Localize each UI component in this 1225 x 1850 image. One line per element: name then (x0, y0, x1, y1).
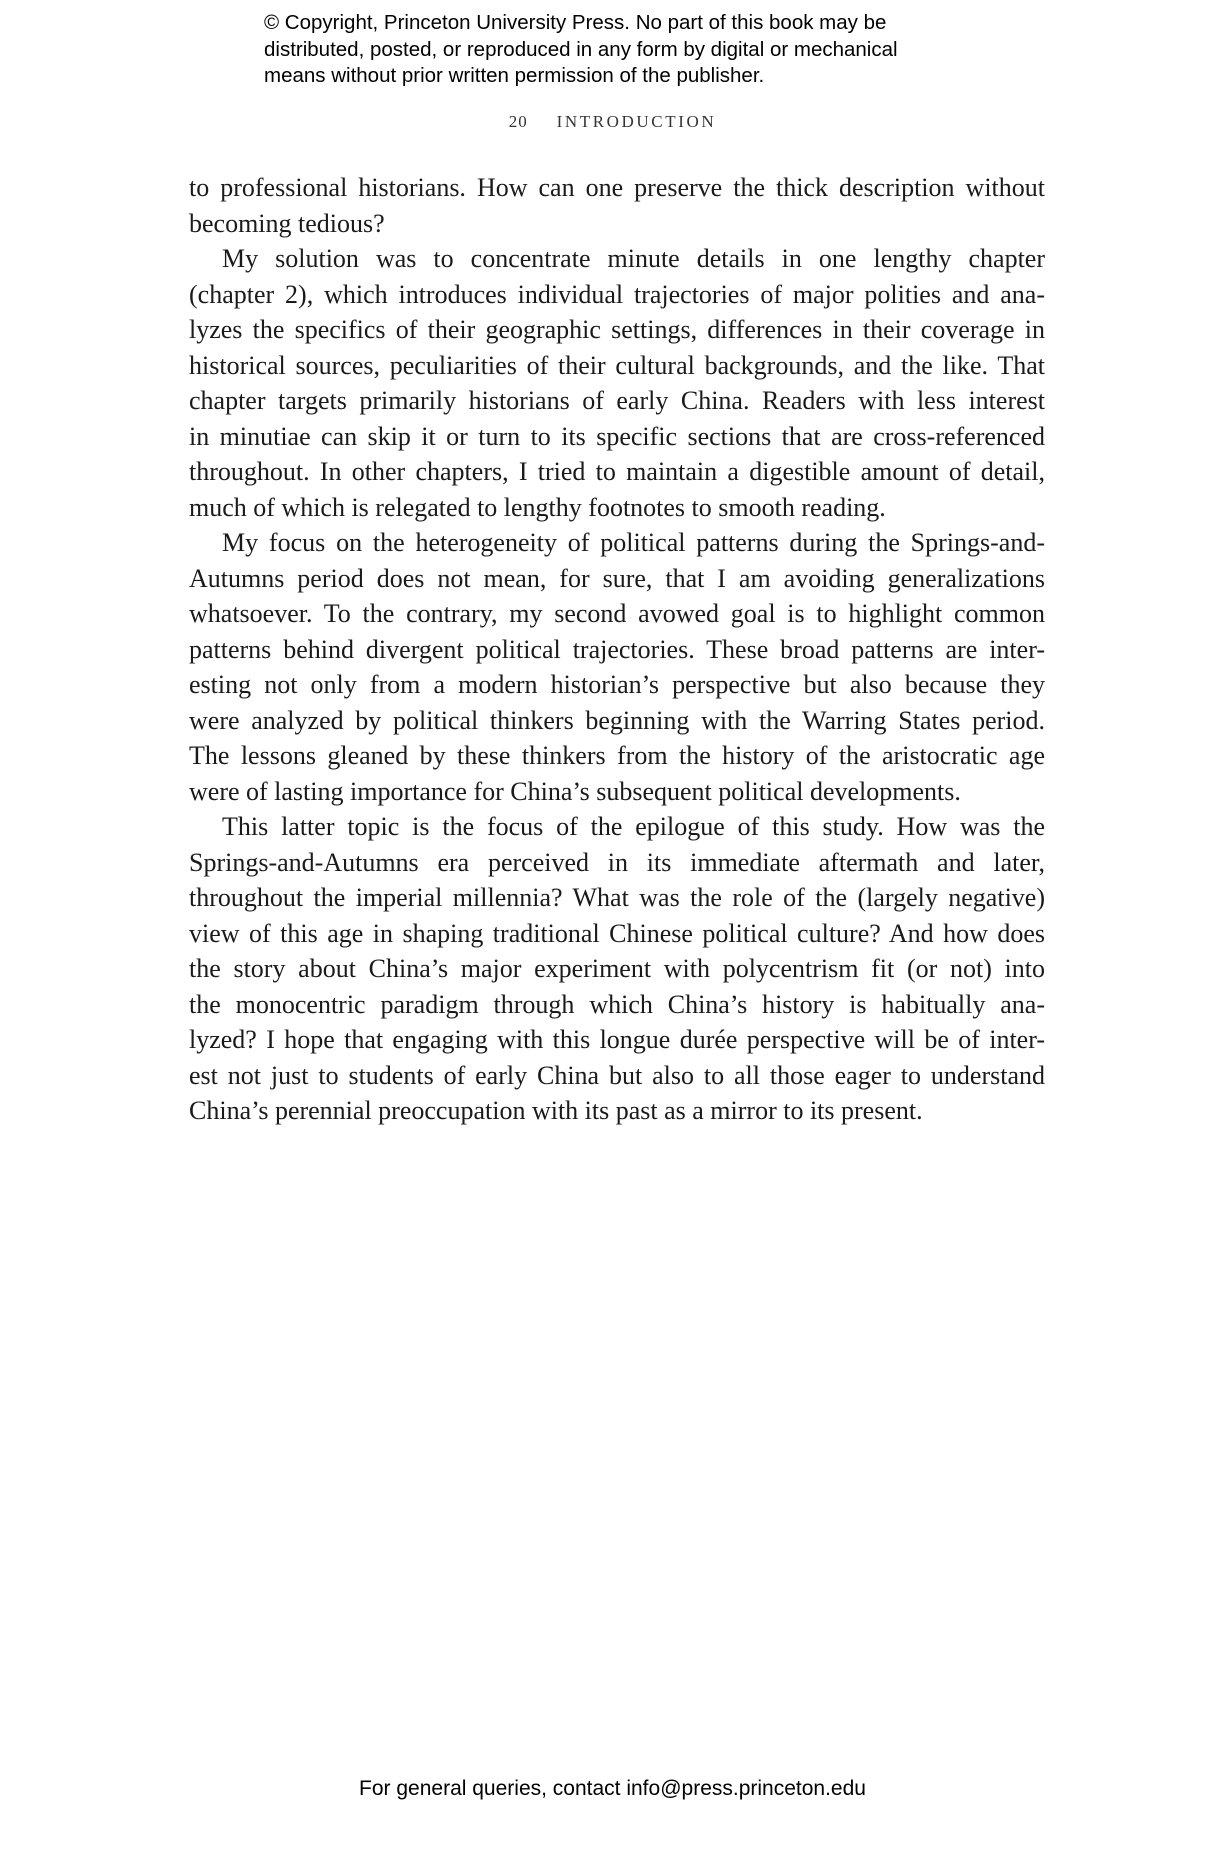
text-line: chapter targets primarily historians of early China. Readers with less interest (189, 386, 1045, 415)
text-line: throughout. In other chapters, I tried to maintain a digestible amount of detail, (189, 457, 1045, 486)
copyright-notice (264, 10, 984, 90)
text-line: were analyzed by political thinkers beginning with the Warring States period. (189, 705, 1045, 735)
text-line: esting not only from a modern historian’s perspective but also because they (189, 670, 1045, 699)
paragraph (189, 809, 1045, 1129)
text-line: The lessons gleaned by these thinkers from the history of the aristocratic age (189, 741, 1045, 770)
text-line: lyzes the specifics of their geographic settings, differences in their coverage in (189, 315, 1045, 344)
page-number: 20 (508, 112, 528, 131)
section-title: INTRODUCTION (556, 112, 717, 131)
text-line: throughout the imperial millennia? What was the role of the (largely negative) (189, 883, 1045, 912)
text-line: My focus on the heterogeneity of political patterns during the Springs-and- (222, 528, 1045, 557)
copyright-line: © Copyright, Princeton University Press. No part of this book may be (264, 11, 887, 34)
copyright-line: means without prior written permission of the publisher. (264, 64, 765, 87)
text-line: Springs-and-Autumns era perceived in its immediate aftermath and later, (189, 847, 1045, 877)
text-line: China’s perennial preoccupation with its past as a mirror to its present. (189, 1096, 923, 1125)
paragraph (189, 170, 1045, 241)
text-line: to professional historians. How can one preserve the thick description without (189, 173, 1045, 202)
footer-contact: For general queries, contact info@press.princeton.edu (359, 1777, 866, 1800)
running-head (0, 112, 1225, 132)
paragraph (189, 241, 1045, 525)
body-text (189, 170, 1045, 1129)
text-line: lyzed? I hope that engaging with this longue durée perspective will be of inter- (189, 1025, 1045, 1054)
text-line: becoming tedious? (189, 208, 385, 238)
text-line: whatsoever. To the contrary, my second avowed goal is to highlight common (189, 599, 1045, 628)
text-line: view of this age in shaping traditional Chinese political culture? And how does (189, 918, 1045, 948)
text-line: in minutiae can skip it or turn to its specific sections that are cross-referenced (189, 421, 1045, 451)
text-line: much of which is relegated to lengthy footnotes to smooth reading. (189, 492, 886, 522)
text-line: patterns behind divergent political trajectories. These broad patterns are inter- (189, 634, 1045, 664)
text-line: the monocentric paradigm through which China’s history is habitually ana- (189, 989, 1045, 1019)
text-line: (chapter 2), which introduces individual trajectories of major polities and ana- (189, 279, 1045, 309)
copyright-line: distributed, posted, or reproduced in any form by digital or mechanical (264, 37, 898, 61)
text-line: est not just to students of early China but also to all those eager to understand (189, 1060, 1045, 1090)
paragraph (189, 525, 1045, 809)
text-line: were of lasting importance for China’s subsequent political developments. (189, 776, 961, 806)
text-line: Autumns period does not mean, for sure, that I am avoiding generalizations (189, 563, 1045, 593)
text-line: historical sources, peculiarities of their cultural backgrounds, and the like. That (189, 350, 1045, 380)
text-line: This latter topic is the focus of the epilogue of this study. How was the (222, 812, 1045, 841)
text-line: My solution was to concentrate minute details in one lengthy chapter (222, 244, 1045, 273)
text-line: the story about China’s major experiment with polycentrism fit (or not) into (189, 954, 1045, 983)
